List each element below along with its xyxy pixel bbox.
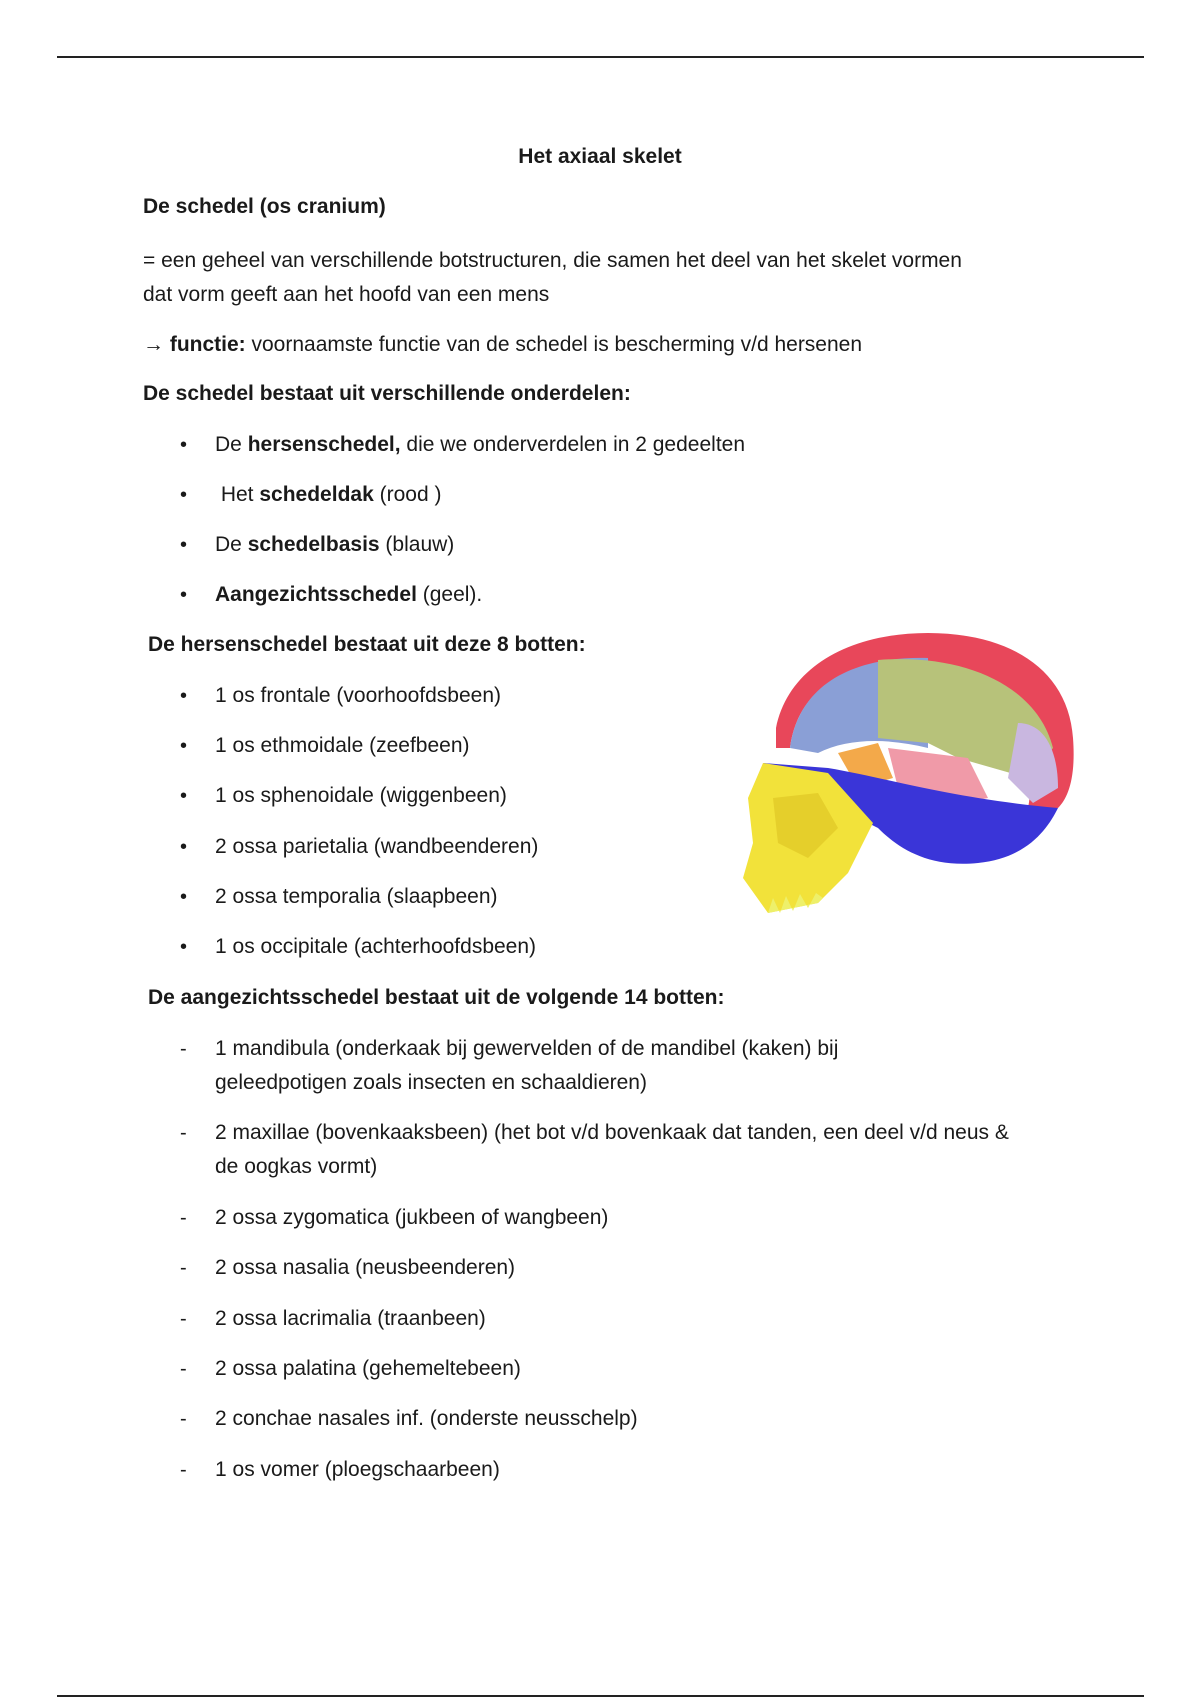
dash-icon: - xyxy=(180,1207,187,1229)
bullet-icon: • xyxy=(180,584,188,606)
function-text: voornaamste functie van de schedel is bescherming v/d hersenen xyxy=(245,333,863,356)
function-line xyxy=(143,328,862,362)
list-item: 2 ossa lacrimalia (traanbeen) xyxy=(215,1307,486,1330)
dash-icon: - xyxy=(180,1257,187,1279)
list-item: 2 ossa palatina (gehemeltebeen) xyxy=(215,1357,521,1380)
list-item: 2 conchae nasales inf. (onderste neusschelp) xyxy=(215,1407,638,1430)
dash-icon: - xyxy=(180,1122,187,1144)
list-item: 2 maxillae (bovenkaaksbeen) (het bot v/d bovenkaak dat tanden, een deel v/d neus & de oogkas vormt) xyxy=(215,1121,1009,1178)
dash-icon: - xyxy=(180,1459,187,1481)
brain-skull-heading: De hersenschedel bestaat uit deze 8 botten: xyxy=(148,633,586,656)
face-skull-heading: De aangezichtsschedel bestaat uit de volgende 14 botten: xyxy=(148,986,725,1009)
bullet-icon: • xyxy=(180,484,188,506)
dash-icon: - xyxy=(180,1308,187,1330)
skull-illustration xyxy=(728,628,1080,918)
bullet-icon: • xyxy=(180,434,188,456)
bullet-icon: • xyxy=(180,685,188,707)
arrow-icon: → xyxy=(143,333,164,356)
list-item: 2 ossa zygomatica (jukbeen of wangbeen) xyxy=(215,1206,609,1229)
bullet-icon: • xyxy=(180,836,188,858)
function-label: functie: xyxy=(169,333,246,356)
definition-line-1: = een geheel van verschillende botstructuren, die samen het deel van het skelet vormen xyxy=(143,249,962,272)
list-item: 2 ossa parietalia (wandbeenderen) xyxy=(215,835,539,858)
list-item: 1 os occipitale (achterhoofdsbeen) xyxy=(215,935,537,958)
dash-icon: - xyxy=(180,1038,187,1060)
definition-line-2: dat vorm geeft aan het hoofd van een mens xyxy=(143,283,550,306)
page-title: Het axiaal skelet xyxy=(518,145,682,168)
bullet-icon: • xyxy=(180,936,188,958)
parts-heading: De schedel bestaat uit verschillende onderdelen: xyxy=(143,382,631,405)
list-item: 1 os vomer (ploegschaarbeen) xyxy=(215,1458,500,1481)
list-item: 2 ossa nasalia (neusbeenderen) xyxy=(215,1256,516,1279)
dash-icon: - xyxy=(180,1358,187,1380)
list-item: 1 os sphenoidale (wiggenbeen) xyxy=(215,784,507,807)
list-item: 1 os frontale (voorhoofdsbeen) xyxy=(215,684,502,707)
list-item: 1 mandibula (onderkaak bij gewervelden of de mandibel (kaken) bij geleedpotigen zoals insecten en schaaldieren) xyxy=(215,1037,839,1094)
list-item: Het schedeldak (rood ) xyxy=(215,483,442,506)
bullet-icon: • xyxy=(180,534,188,556)
bullet-icon: • xyxy=(180,886,188,908)
top-rule xyxy=(57,56,1144,58)
bullet-icon: • xyxy=(180,735,188,757)
section-heading-schedel: De schedel (os cranium) xyxy=(143,195,386,218)
list-item: 2 ossa temporalia (slaapbeen) xyxy=(215,885,498,908)
list-item: 1 os ethmoidale (zeefbeen) xyxy=(215,734,470,757)
dash-icon: - xyxy=(180,1408,187,1430)
bottom-rule xyxy=(57,1695,1144,1697)
list-item: Aangezichtsschedel (geel). xyxy=(215,583,483,606)
list-item: De hersenschedel, die we onderverdelen in 2 gedeelten xyxy=(215,433,746,456)
bullet-icon: • xyxy=(180,785,188,807)
list-item: De schedelbasis (blauw) xyxy=(215,533,455,556)
